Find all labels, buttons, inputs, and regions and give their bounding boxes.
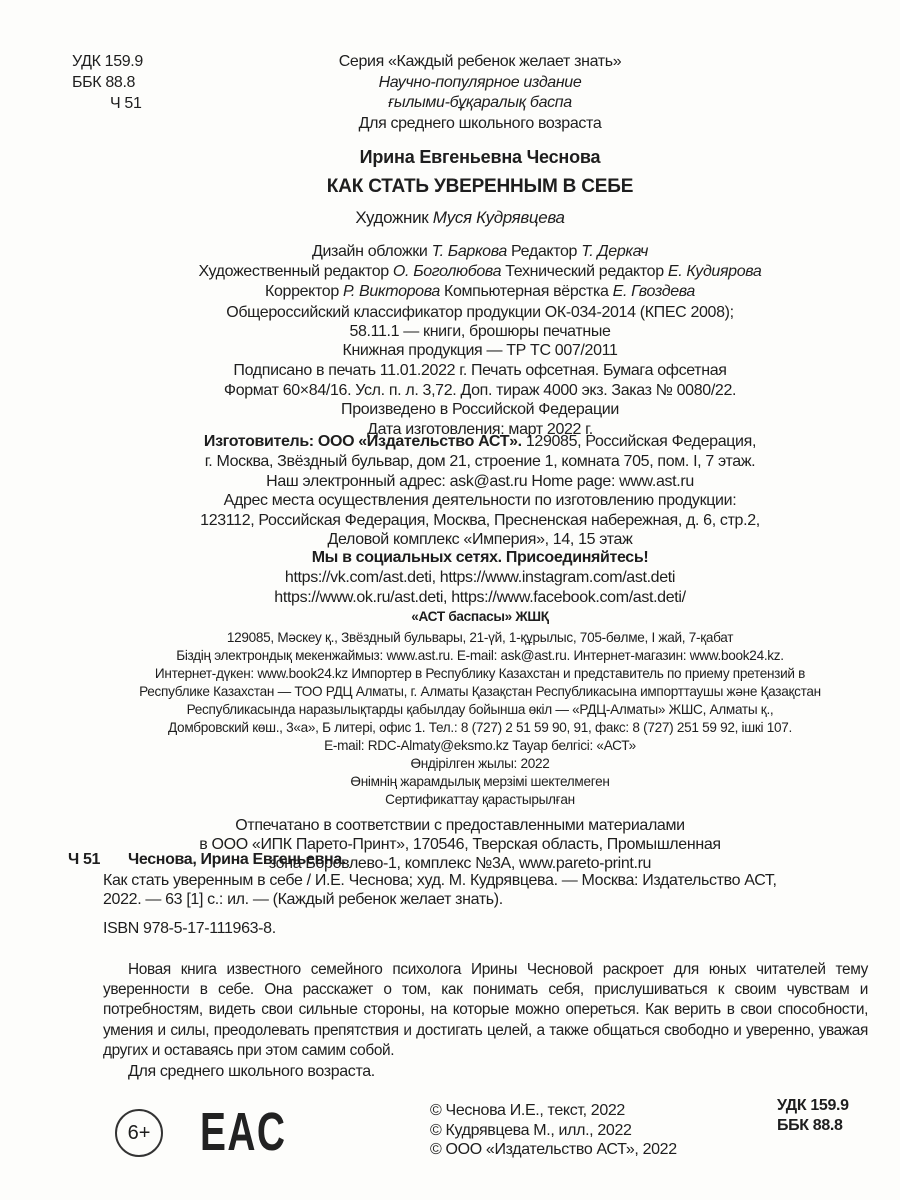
person-name: Т. Баркова <box>431 243 507 260</box>
person-name: Е. Кудиярова <box>667 263 762 280</box>
annotation-age: Для среднего школьного возраста. <box>128 1063 375 1080</box>
kz-info-line: Республикасында наразылықтарды қабылдау бойынша өкіл — «РДЦ-Алматы» ЖШС, Алматы қ., <box>186 702 774 717</box>
person-name: Е. Гвоздева <box>612 283 695 300</box>
kz-info-line: Өндірілген жылы: 2022 <box>410 756 550 771</box>
manufacturer-detail-line: Адрес места осуществления деятельности по изготовлению продукции: <box>223 492 737 510</box>
classifier-line: 58.11.1 — книги, брошюры печатные <box>349 323 611 340</box>
series-line: Научно-популярное издание <box>378 73 582 91</box>
kz-info-line: Домбровский көш., 3«а», Б литері, офис 1. Тел.: 8 (727) 2 51 59 90, 91, факс: 8 (727) 251 59 92, ішкі 107. <box>168 720 792 735</box>
author-mark: Ч 51 <box>110 95 142 112</box>
social-heading: Мы в социальных сетях. Присоединяйтесь! <box>311 549 649 566</box>
manufacturer-detail-line: Наш электронный адрес: ask@ast.ru Home page: www.ast.ru <box>266 472 694 490</box>
classifier-line: Общероссийский классификатор продукции ОК-034-2014 (КПЕС 2008); <box>226 304 734 321</box>
illustrator-name: Муся Кудрявцева <box>432 208 565 227</box>
catalog-code: Ч 51 <box>68 851 101 868</box>
kz-info-line: Республике Казахстан — ТОО РДЦ Алматы, г. Алматы Қазақстан Республикасына импорттаушы және Қазақстан <box>139 684 821 699</box>
isbn: ISBN 978-5-17-111963-8. <box>103 920 276 937</box>
bbk-bottom: ББК 88.8 <box>777 1117 843 1134</box>
manufacturer-detail-line: 123112, Российская Федерация, Москва, Пресненская набережная, д. 6, стр.2, <box>200 511 760 529</box>
annotation-text: Новая книга известного семейного психолога Ирины Чесновой раскроет для юных читателей тему уверенности в себе. Она расскажет о том, как понимать себя, прислушиваться к своим чувствам и потребностям, видеть свои сильные стороны, на которые можно опереться. Как верить в свои способности, умения и силы, преодолевать препятствия и достигать целей, а также общаться свободно и уверенно, уважая других и оставаясь при этом самим собой. <box>103 961 868 1059</box>
role-label: Редактор <box>506 243 582 260</box>
classifier-line: Книжная продукция — ТР ТС 007/2011 <box>342 342 618 359</box>
udk-bottom: УДК 159.9 <box>777 1097 849 1114</box>
series-line: Серия «Каждый ребенок желает знать» <box>338 53 622 70</box>
udk-code: УДК 159.9 <box>72 53 143 70</box>
print-info-line: Дата изготовления: март 2022 г. <box>367 420 593 438</box>
credits-line <box>60 264 900 280</box>
manufacturer-detail-line: Деловой комплекс «Империя», 14, 15 этаж <box>327 531 633 549</box>
annotation-paragraph <box>103 960 868 1061</box>
printer-line: Отпечатано в соответствии с предоставленными материалами <box>235 817 685 834</box>
kz-info-line: Өнімнің жарамдылық мерзімі шектелмеген <box>350 774 610 789</box>
kz-info-line: 129085, Мәскеу қ., Звёздный бульвары, 21-үй, 1-құрылыс, 705-бөлме, I жай, 7-қабат <box>226 630 734 645</box>
manufacturer-address: 129085, Российская Федерация, <box>521 433 757 450</box>
eac-certification-mark: EAC <box>200 1102 287 1162</box>
catalog-line: 2022. — 63 [1] с.: ил. — (Каждый ребенок желает знать). <box>103 891 503 908</box>
print-info-line: Произведено в Российской Федерации <box>341 401 619 418</box>
kz-info-line: Сертификаттау қарастырылған <box>385 792 575 807</box>
kz-info-line: Интернет-дүкен: www.book24.kz Импортер в Республику Казахстан и представитель по приему претензий в <box>154 666 806 681</box>
role-label: Технический редактор <box>501 263 668 280</box>
print-info-line: Подписано в печать 11.01.2022 г. Печать офсетная. Бумага офсетная <box>233 362 727 379</box>
copyright-line: © ООО «Издательство АСТ», 2022 <box>430 1141 677 1158</box>
credits-line <box>60 244 900 260</box>
illustrator-label: Художник <box>355 208 433 227</box>
catalog-heading: Чеснова, Ирина Евгеньевна. <box>128 851 347 868</box>
role-label: Корректор <box>265 283 343 300</box>
manufacturer-line <box>60 434 900 450</box>
author-name: Ирина Евгеньевна Чеснова <box>359 147 601 167</box>
manufacturer-detail-line: г. Москва, Звёздный бульвар, дом 21, строение 1, комната 705, пом. I, 7 этаж. <box>204 453 756 470</box>
kz-info-line: Біздің электрондық мекенжаймыз: www.ast.ru. E-mail: ask@ast.ru. Интернет-магазин: www.book24.kz. <box>176 648 784 663</box>
role-label: Компьютерная вёрстка <box>439 283 613 300</box>
series-line: Для среднего школьного возраста <box>358 114 602 132</box>
role-label: Художественный редактор <box>198 263 393 280</box>
social-links-line: https://vk.com/ast.deti, https://www.instagram.com/ast.deti <box>284 569 676 586</box>
age-rating-text: 6+ <box>127 1121 151 1144</box>
printer-line: зона Боровлево-1, комплекс №3А, www.pareto-print.ru <box>268 855 652 872</box>
person-name: О. Боголюбова <box>392 263 502 280</box>
book-title: КАК СТАТЬ УВЕРЕННЫМ В СЕБЕ <box>326 176 634 197</box>
credits-line <box>60 284 900 300</box>
social-links-line: https://www.ok.ru/ast.deti, https://www.facebook.com/ast.deti/ <box>274 588 686 606</box>
role-label: Дизайн обложки <box>311 243 432 260</box>
catalog-line: Как стать уверенным в себе / И.Е. Чеснова; худ. М. Кудрявцева. — Москва: Издательство АСТ, <box>103 872 777 889</box>
printer-line: в ООО «ИПК Парето-Принт», 170546, Тверская область, Промышленная <box>199 836 721 853</box>
copyright-line: © Чеснова И.Е., текст, 2022 <box>430 1102 625 1119</box>
manufacturer-label: Изготовитель: ООО «Издательство АСТ». <box>203 433 522 450</box>
kz-info-line: E-mail: RDC-Almaty@eksmo.kz Тауар белгісі: «АСТ» <box>324 738 636 753</box>
person-name: Т. Деркач <box>581 243 649 260</box>
kz-publisher-heading: «АСТ баспасы» ЖШҚ <box>411 609 549 624</box>
copyright-line: © Кудрявцева М., илл., 2022 <box>430 1121 632 1139</box>
series-line: ғылыми-бұқаралық баспа <box>388 94 572 111</box>
age-rating-badge <box>115 1109 163 1157</box>
print-info-line: Формат 60×84/16. Усл. п. л. 3,72. Доп. тираж 4000 экз. Заказ № 0080/22. <box>223 381 737 399</box>
illustrator-line <box>40 209 880 226</box>
person-name: Р. Викторова <box>343 283 440 300</box>
bbk-code: ББК 88.8 <box>72 74 136 91</box>
